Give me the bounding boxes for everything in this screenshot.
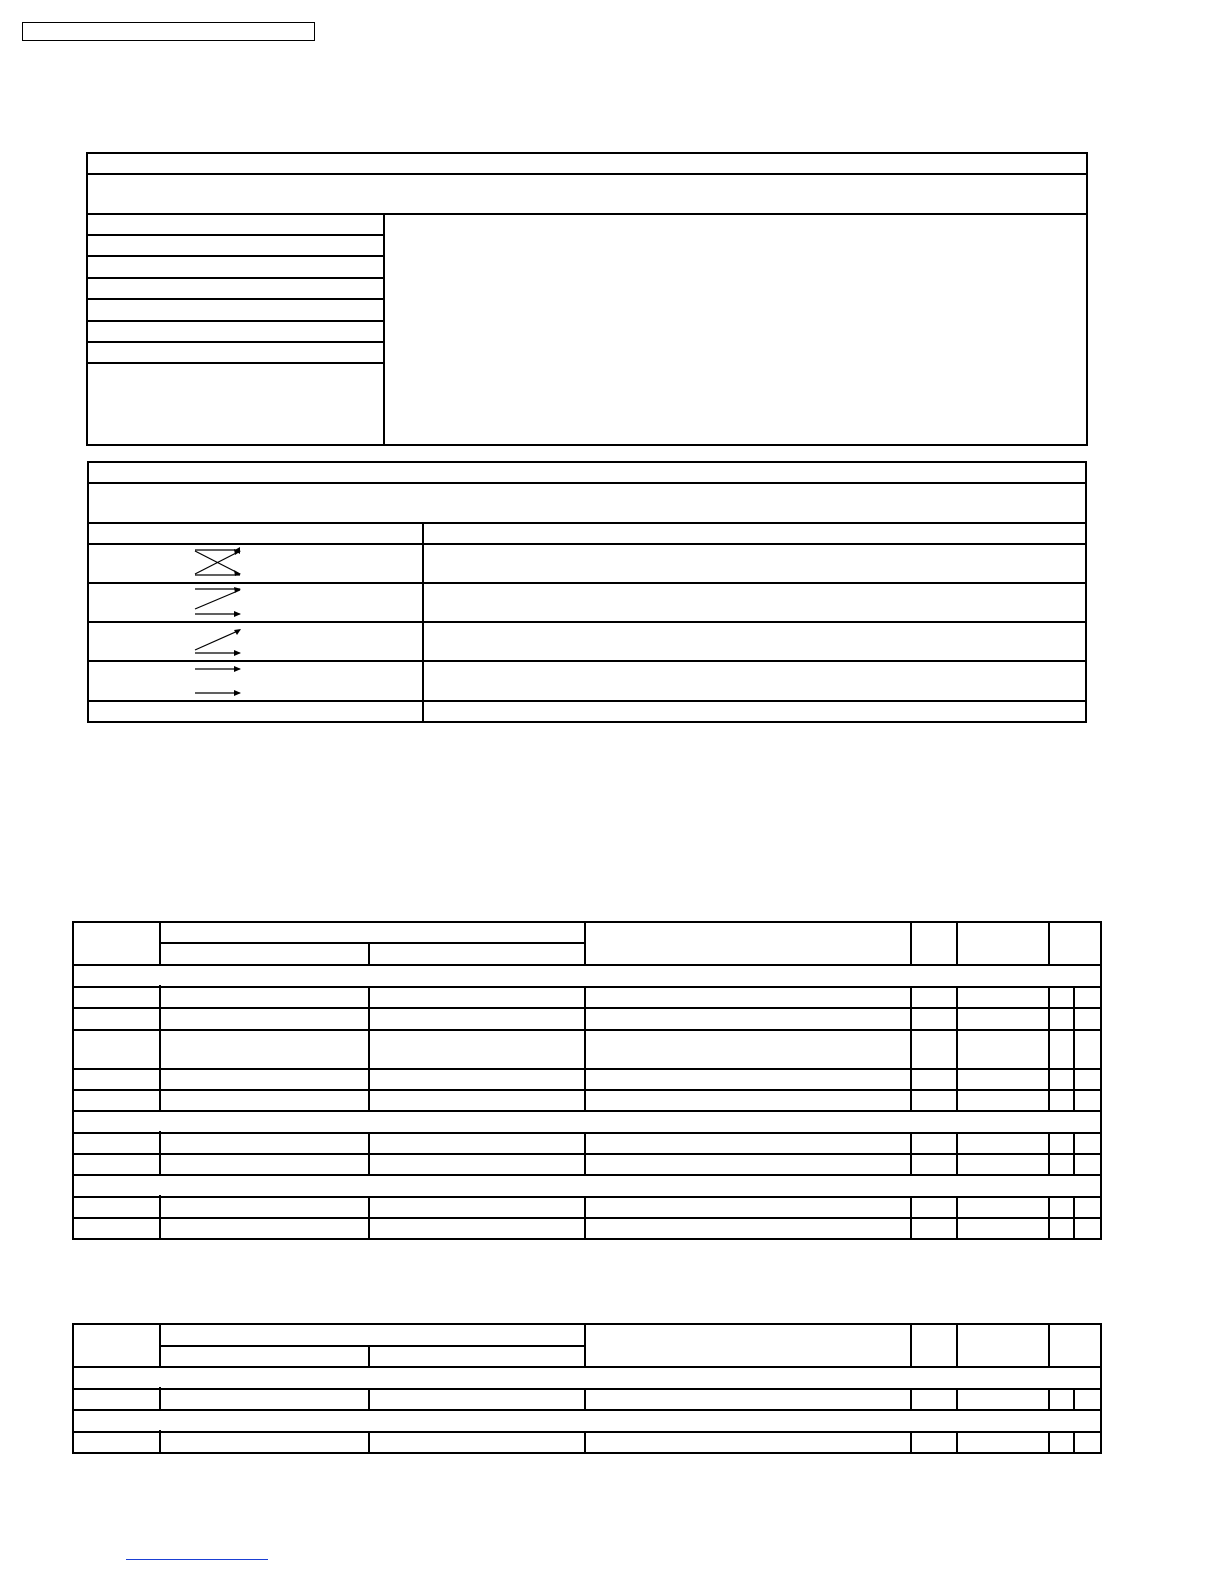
- parallel-arrows-icon: [190, 662, 246, 698]
- table-3-frame: [72, 921, 1102, 1240]
- footer-link[interactable]: [126, 1546, 268, 1560]
- document-header-box: [22, 22, 315, 41]
- diagonal-arrow-icon: [190, 623, 246, 658]
- z-arrows-icon: [190, 584, 246, 619]
- cross-arrows-icon: [190, 545, 246, 580]
